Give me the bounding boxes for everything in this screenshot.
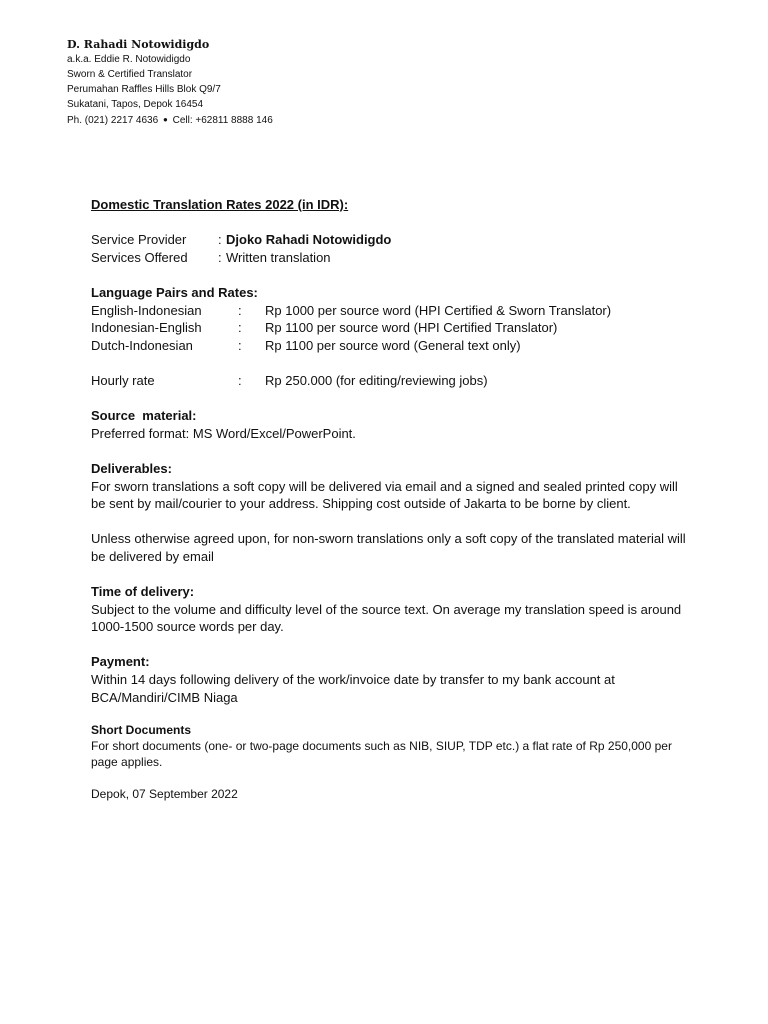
rate-colon: : — [238, 320, 242, 336]
services-colon: : — [218, 249, 222, 265]
letterhead — [67, 38, 273, 128]
delivery-text: Subject to the volume and difficulty level of the source text. On average my translation speed is around 1000-1500 source words per day. — [91, 601, 682, 635]
place-date: Depok, 07 September 2022 — [91, 787, 238, 802]
rate-value: Rp 1100 per source word (General text only) — [265, 337, 521, 353]
sender-address-line-1: Perumahan Raffles Hills Blok Q9/7 — [67, 84, 221, 95]
sender-name: D. Rahadi Notowidigdo — [67, 38, 210, 51]
rate-colon: : — [238, 302, 242, 318]
deliverables-heading: Deliverables: — [91, 460, 172, 476]
sender-role: Sworn & Certified Translator — [67, 69, 193, 80]
short-docs-heading: Short Documents — [91, 723, 192, 738]
deliverables-text-1: For sworn translations a soft copy will be delivered via email and a signed and sealed printed copy will be sent by mail/courier to your address. Shipping cost outside of Jakarta to be borne by client. — [91, 478, 678, 512]
provider-colon: : — [218, 232, 222, 248]
rate-row — [91, 319, 691, 337]
services-label: Services Offered — [91, 249, 188, 265]
rate-value: Rp 1000 per source word (HPI Certified & Sworn Translator) — [265, 302, 612, 318]
hourly-colon: : — [238, 372, 242, 388]
source-text: Preferred format: MS Word/Excel/PowerPoint. — [91, 425, 356, 441]
sender-aka: a.k.a. Eddie R. Notowidigdo — [67, 54, 191, 65]
rate-value: Rp 1100 per source word (HPI Certified Translator) — [265, 320, 558, 336]
services-value: Written translation — [226, 249, 331, 265]
source-heading: Source material: — [91, 408, 197, 424]
provider-row — [91, 231, 691, 249]
rate-row — [91, 337, 691, 355]
hourly-row — [91, 372, 691, 390]
hourly-label: Hourly rate — [91, 372, 155, 388]
rates-heading: Language Pairs and Rates: — [91, 284, 258, 300]
provider-label: Service Provider — [91, 232, 187, 248]
document-body — [91, 196, 691, 802]
short-docs-text: For short documents (one- or two-page documents such as NIB, SIUP, TDP etc.) a flat rate of Rp 250,000 per page applies. — [91, 739, 672, 770]
provider-value: Djoko Rahadi Notowidigdo — [226, 232, 392, 248]
sender-cell: Cell: +62811 8888 146 — [172, 115, 273, 126]
sender-phone: Ph. (021) 2217 4636 — [67, 115, 159, 126]
sender-contact — [67, 112, 273, 128]
services-row — [91, 249, 691, 267]
rate-colon: : — [238, 337, 242, 353]
sender-address-line-2: Sukatani, Tapos, Depok 16454 — [67, 99, 204, 110]
document-title: Domestic Translation Rates 2022 (in IDR): — [91, 197, 349, 212]
rate-row — [91, 302, 691, 320]
bullet-separator: ● — [162, 115, 168, 124]
rate-pair: English-Indonesian — [91, 302, 202, 318]
payment-heading: Payment: — [91, 654, 150, 670]
payment-text: Within 14 days following delivery of the work/invoice date by transfer to my bank account at BCA/Mandiri/CIMB Niaga — [91, 672, 615, 705]
hourly-value: Rp 250.000 (for editing/reviewing jobs) — [265, 372, 488, 388]
delivery-heading: Time of delivery: — [91, 584, 195, 600]
rate-pair: Dutch-Indonesian — [91, 337, 193, 353]
deliverables-text-2: Unless otherwise agreed upon, for non-sworn translations only a soft copy of the translated material will be delivered by email — [91, 531, 686, 564]
rate-pair: Indonesian-English — [91, 320, 202, 336]
